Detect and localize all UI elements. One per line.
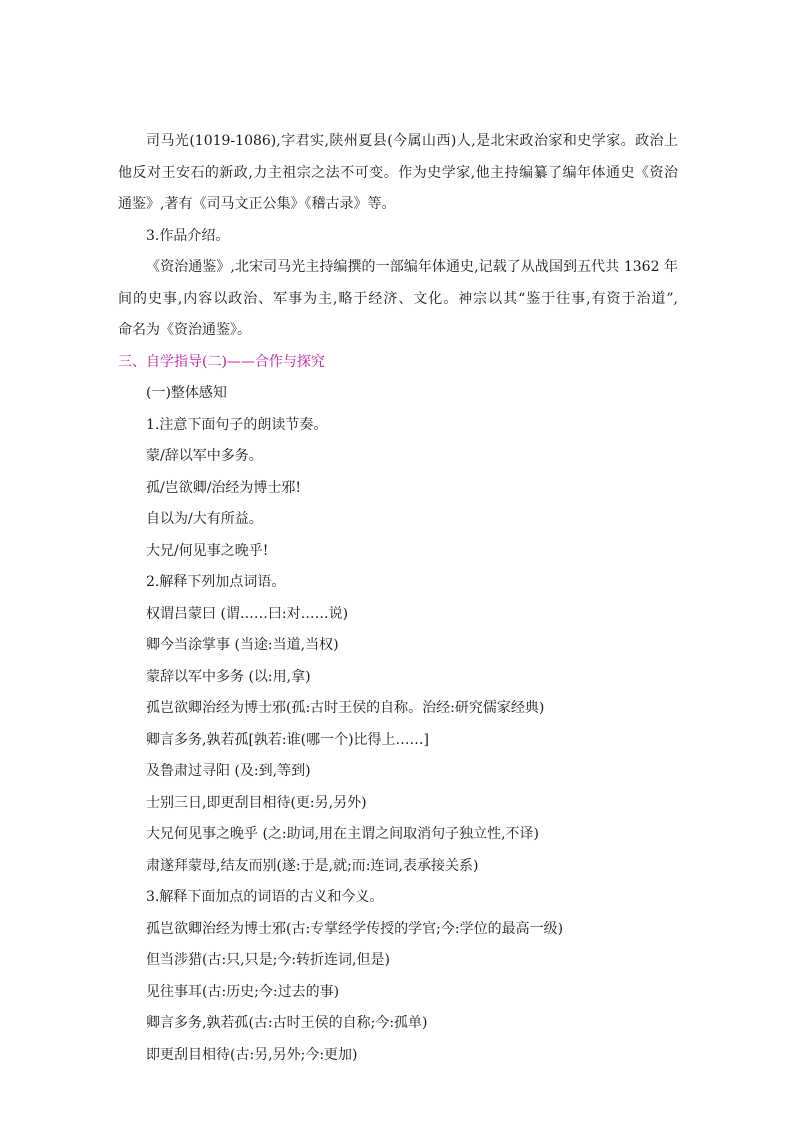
list-item: 及鲁肃过寻阳 (及:到,等到) [146, 763, 311, 779]
work-line-2: 间的史事,内容以政治、军事为主,略于经济、文化。神宗以其“鉴于往事,有资于治道”, [118, 290, 678, 307]
document-body [118, 126, 678, 1071]
bio-line-1: 司马光(1019-1086),字君实,陕州夏县(今属山西)人,是北宋政治家和史学家。政治上 [146, 133, 678, 149]
work-intro-heading: 3.作品介绍。 [146, 227, 230, 244]
list-item: 即更刮目相待(古:另,另外;今:更加) [146, 1046, 358, 1063]
list-item: 权谓吕蒙曰 (谓……曰:对……说) [146, 605, 349, 622]
list-item: 大兄何见事之晚乎 (之:助词,用在主谓之间取消句子独立性,不译) [146, 826, 539, 842]
list-item: 见往事耳(古:历史;今:过去的事) [146, 983, 340, 1000]
work-line-3: 命名为《资治通鉴》。 [118, 322, 251, 338]
question-2-heading: 2.解释下列加点词语。 [146, 574, 286, 590]
bio-line-3: 通鉴》,著有《司马文正公集》《稽古录》等。 [118, 196, 396, 212]
question-3-heading: 3.解释下面加点的词语的古义和今义。 [146, 889, 384, 905]
list-item: 蒙/辞以军中多务。 [146, 448, 263, 464]
list-item: 孤岂欲卿治经为博士邪(孤:古时王侯的自称。治经:研究儒家经典) [146, 700, 545, 716]
list-item: 蒙辞以军中多务 (以:用,拿) [146, 668, 311, 685]
list-item: 孤/岂欲卿/治经为博士邪! [146, 479, 302, 496]
list-item: 卿今当涂掌事 (当途:当道,当权) [146, 637, 339, 653]
list-item: 卿言多务,孰若孤(古:古时王侯的自称;今:孤单) [146, 1015, 428, 1031]
list-item: 肃遂拜蒙母,结友而别(遂:于是,就;而:连词,表承接关系) [146, 857, 479, 874]
section-title: 三、自学指导(二)——合作与探究 [118, 353, 325, 370]
list-item: 大兄/何见事之晚乎! [146, 542, 269, 559]
list-item: 自以为/大有所益。 [146, 511, 263, 527]
list-item: 士别三日,即更刮目相待(更:另,另外) [146, 794, 367, 811]
bio-line-2: 他反对王安石的新政,力主祖宗之法不可变。作为史学家,他主持编纂了编年体通史《资治 [118, 164, 678, 181]
list-item: 卿言多务,孰若孤[孰若:谁(哪一个)比得上……] [146, 731, 430, 748]
list-item: 但当涉猎(古:只,只是;今:转折连词,但是) [146, 952, 390, 968]
subsection-title: (一)整体感知 [146, 385, 227, 401]
list-item: 孤岂欲卿治经为博士邪(古:专掌经学传授的学官;今:学位的最高一级) [146, 920, 564, 937]
question-1-heading: 1.注意下面句子的朗读节奏。 [146, 416, 328, 433]
work-line-1: 《资治通鉴》,北宋司马光主持编撰的一部编年体通史,记载了从战国到五代共 1362 年 [146, 259, 678, 275]
